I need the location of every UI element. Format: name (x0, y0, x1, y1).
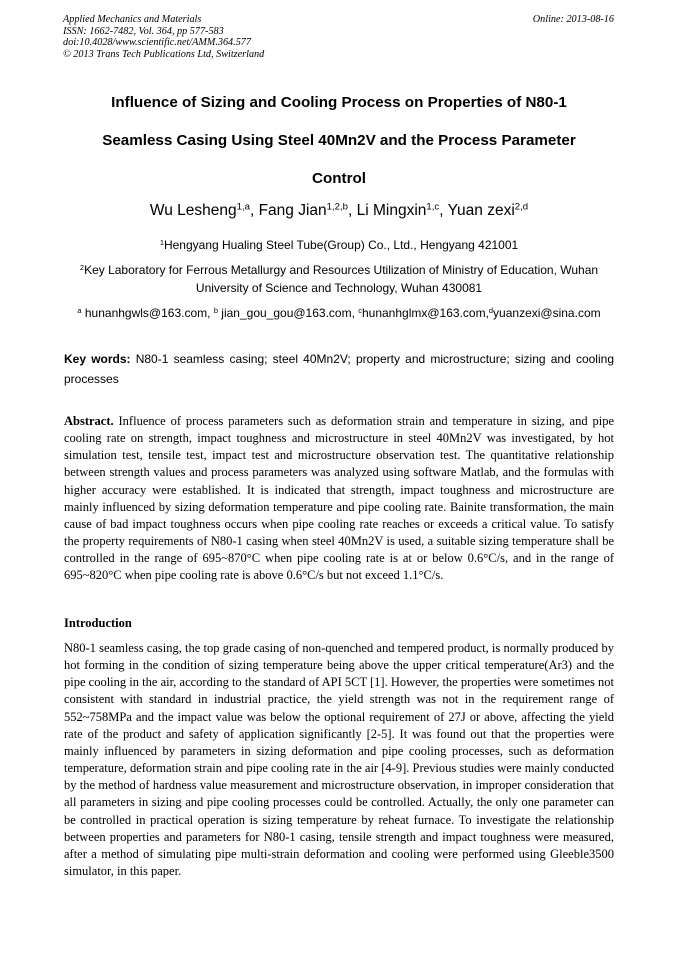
journal-header (63, 14, 614, 60)
issn-line: ISSN: 1662-7482, Vol. 364, pp 577-583 (63, 25, 224, 37)
author-name: Yuan zexi (447, 202, 515, 219)
paper-title (60, 84, 618, 198)
email-address: hunanhglmx@163.com, (361, 306, 489, 320)
abstract (64, 413, 614, 585)
author-name: Wu Lesheng (149, 202, 237, 219)
affiliation-text: Key Laboratory for Ferrous Metallurgy and Resources Utilization of Ministry of Education, Wuhan (84, 263, 599, 277)
author-sup: 1,c (426, 201, 440, 213)
email-sup: c (358, 305, 362, 315)
doi-line: doi:10.4028/www.scientific.net/AMM.364.577 (63, 37, 251, 48)
affiliation-sup: 1 (159, 237, 164, 247)
keywords-label: Key words: (64, 352, 131, 366)
author-sup: 1,a (236, 201, 250, 213)
affiliation-sup: 2 (79, 262, 85, 272)
affiliation-1 (55, 236, 623, 254)
email-address: yuanzexi@sina.com (493, 306, 601, 320)
author-sup: 1,2,b (326, 201, 348, 213)
introduction-heading: Introduction (64, 616, 132, 630)
author-name: Li Mingxin (356, 202, 427, 219)
title-line-2: Seamless Casing Using Steel 40Mn2V and the Process Parameter (102, 132, 576, 149)
author-name: Fang Jian (258, 202, 327, 219)
author-sup: 2,d (514, 201, 529, 213)
title-line-3: Control (312, 170, 366, 187)
online-date: Online: 2013-08-16 (532, 14, 614, 25)
keywords (64, 349, 614, 389)
title-line-1: Influence of Sizing and Cooling Process on Properties of N80-1 (111, 94, 567, 111)
email-address: jian_gou_gou@163.com, (221, 306, 355, 320)
abstract-text: Influence of process parameters such as deformation strain and temperature in sizing, and pipe cooling rate on strength, impact toughness and microstructure in steel 40Mn2V was investigated, by hot simulation test, tensile test, impact test and microstructure observation test. The quantitative relationship between strength values and process parameters was analyzed using software Matlab, and the formulas with higher accuracy were established. It is indicated that strength, impact toughness and microstructure are mainly influenced by sizing deformation temperature and pipe cooling rate. Bainite transformation, the main cause of bad impact toughness occurs when pipe cooling rate reaches or exceeds a critical value. To satisfy the property requirements of N80-1 casing when steel 40Mn2V is used, a suitable sizing temperature shall be controlled in the range of 695~870°C when pipe cooling rate is at or below 0.6°C/s, and in the range of 695~820°C when pipe cooling rate is above 0.6°C/s but not exceed 1.1°C/s. (64, 414, 614, 583)
affiliation-text-line-2: University of Science and Technology, Wuhan 430081 (195, 281, 483, 295)
introduction-text: N80-1 seamless casing, the top grade casing of non-quenched and tempered product, is normally produced by hot forming in the condition of sizing temperature being above the upper critical temperature(Ar3) and the pipe cooling in the air, according to the standard of API 5CT [1]. However, the properties were sometimes not consistent with standard in industrial practice, the yield strength was not in the requirement range of 552~758MPa and the impact value was below the optional requirement of 27J or above, affecting the yield rate of the product and safety of application significantly [2-5]. It was found out that the properties were mainly influenced by parameters in sizing deformation and pipe cooling processes, such as deformation temperature, deformation strain and pipe cooling rate in the air [4-9]. Previous studies were mainly conducted by the method of hardness value measurement and microstructure observation, in improper consideration that all parameters in sizing and pipe cooling processes could be controlled. Actually, the only one parameter can be controlled in practical operation is sizing temperature by reheat furnace. To investigate the relationship between properties and parameters for N80-1 casing, tensile strength and impact toughness were measured, after a method of simulating pipe multi-strain deformation and cooling were performed using Gleeble3500 simulator, in this paper. (64, 641, 614, 879)
copyright-line: © 2013 Trans Tech Publications Ltd, Switzerland (63, 48, 265, 60)
email-address: hunanhgwls@163.com, (84, 306, 211, 320)
affiliation-2 (55, 261, 623, 297)
email-sup: a (77, 305, 82, 315)
abstract-label: Abstract. (64, 414, 114, 428)
email-list (55, 304, 623, 322)
email-sup: b (213, 305, 218, 315)
journal-name: Applied Mechanics and Materials (63, 14, 202, 25)
email-sup: d (488, 305, 494, 315)
author-list: Wu Lesheng$^{1,a}$, Fang Jian$^{1,2,b}$, Li Mingxin$^{1,c}$, Yuan zexi$^{2,d}$ (149, 201, 529, 219)
affiliation-text: Hengyang Hualing Steel Tube(Group) Co., Ltd., Hengyang 421001 (163, 238, 519, 252)
keywords-text: N80-1 seamless casing; steel 40Mn2V; property and microstructure; sizing and cooling processes (64, 352, 614, 386)
